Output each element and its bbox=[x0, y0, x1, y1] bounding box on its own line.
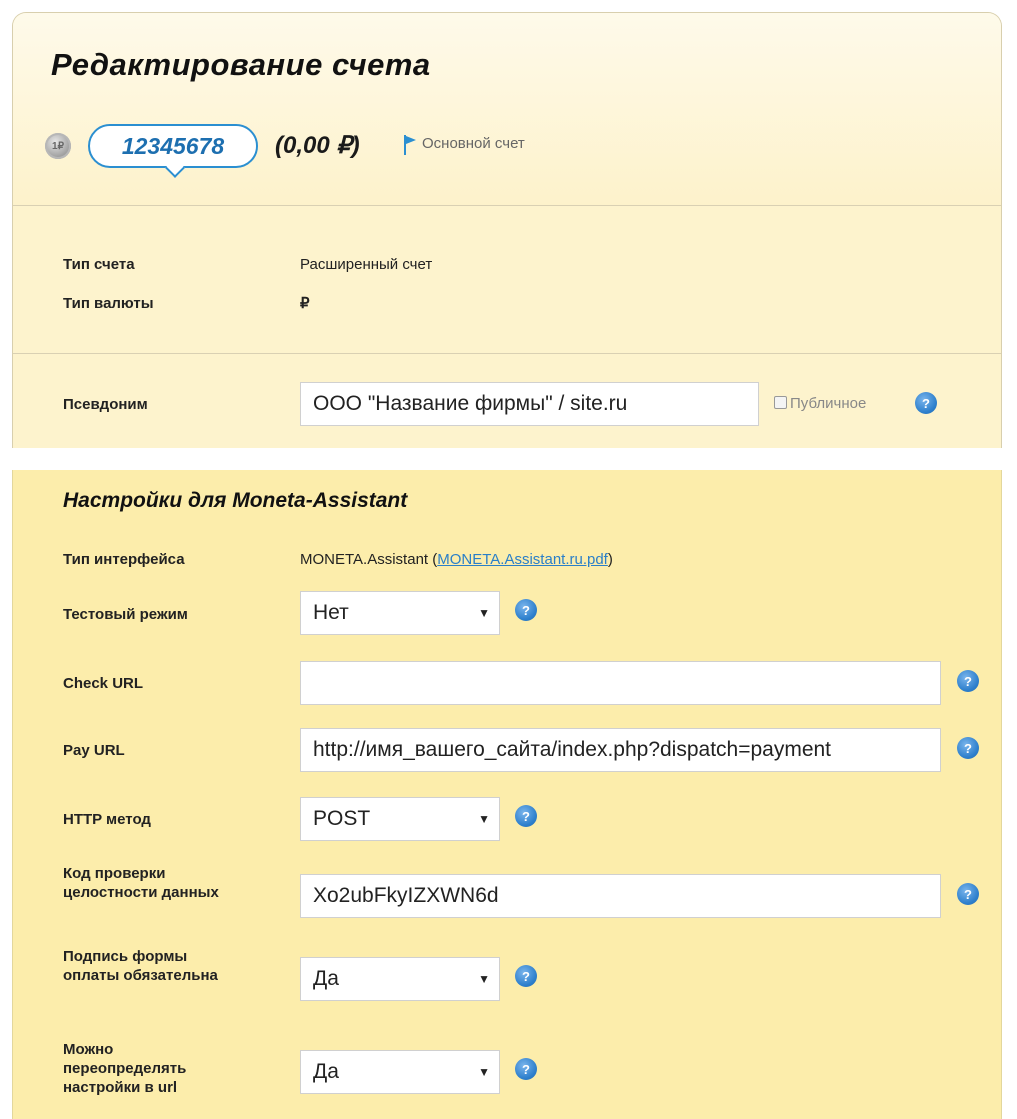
chevron-down-icon: ▼ bbox=[478, 812, 490, 826]
help-icon[interactable]: ? bbox=[957, 883, 979, 905]
interface-type-suffix: ) bbox=[607, 551, 613, 568]
integrity-code-label: Код проверки целостности данных bbox=[63, 865, 219, 901]
check-url-label: Check URL bbox=[63, 675, 144, 692]
public-checkbox[interactable] bbox=[774, 396, 787, 409]
coin-icon: 1₽ bbox=[45, 133, 71, 159]
test-mode-select[interactable] bbox=[300, 591, 500, 635]
account-type-label: Тип счета bbox=[63, 256, 135, 273]
interface-type-label: Тип интерфейса bbox=[63, 551, 185, 568]
panel-header bbox=[13, 13, 1001, 206]
account-number: 12345678 bbox=[121, 132, 225, 159]
interface-type-text: MONETA.Assistant ( bbox=[300, 551, 438, 568]
chevron-down-icon: ▼ bbox=[478, 1065, 490, 1079]
public-checkbox-label: Публичное bbox=[790, 395, 867, 412]
flag-icon bbox=[404, 135, 416, 155]
help-icon[interactable]: ? bbox=[957, 737, 979, 759]
currency-type-label: Тип валюты bbox=[63, 295, 154, 312]
test-mode-value: Нет bbox=[313, 601, 349, 624]
help-icon[interactable]: ? bbox=[515, 965, 537, 987]
interface-doc-link[interactable]: MONETA.Assistant.ru.pdf bbox=[437, 551, 608, 568]
chevron-down-icon: ▼ bbox=[478, 972, 490, 986]
main-account-label: Основной счет bbox=[422, 135, 525, 152]
account-edit-panel bbox=[12, 12, 1002, 448]
currency-type-value: ₽ bbox=[300, 295, 310, 312]
moneta-settings-panel bbox=[12, 470, 1002, 1119]
help-icon[interactable]: ? bbox=[515, 1058, 537, 1080]
chevron-down-icon: ▼ bbox=[478, 606, 490, 620]
divider bbox=[13, 353, 1001, 354]
url-override-select[interactable] bbox=[300, 1050, 500, 1094]
account-type-value: Расширенный счет bbox=[300, 256, 433, 273]
pay-url-label: Pay URL bbox=[63, 742, 125, 759]
interface-type-value bbox=[300, 551, 613, 568]
test-mode-label: Тестовый режим bbox=[63, 606, 188, 623]
section-title: Настройки для Moneta-Assistant bbox=[63, 489, 408, 512]
signature-required-label: Подпись формы оплаты обязательна bbox=[63, 948, 218, 984]
url-override-value: Да bbox=[313, 1060, 339, 1083]
page-title: Редактирование счета bbox=[51, 47, 431, 82]
alias-label: Псевдоним bbox=[63, 396, 148, 413]
http-method-value: POST bbox=[313, 807, 371, 830]
help-icon[interactable]: ? bbox=[515, 599, 537, 621]
alias-input[interactable]: ООО "Название фирмы" / site.ru bbox=[300, 382, 759, 426]
url-override-label: Можно переопределять настройки в url bbox=[63, 1041, 187, 1096]
account-number-bubble[interactable] bbox=[88, 124, 258, 168]
pay-url-input[interactable]: http://имя_вашего_сайта/index.php?dispatch=payment bbox=[300, 728, 941, 772]
signature-required-value: Да bbox=[313, 967, 339, 990]
http-method-select[interactable] bbox=[300, 797, 500, 841]
signature-required-select[interactable] bbox=[300, 957, 500, 1001]
integrity-code-input[interactable]: Xo2ubFkyIZXWN6d bbox=[300, 874, 941, 918]
check-url-input[interactable] bbox=[300, 661, 941, 705]
http-method-label: HTTP метод bbox=[63, 811, 151, 828]
help-icon[interactable]: ? bbox=[957, 670, 979, 692]
help-icon[interactable]: ? bbox=[515, 805, 537, 827]
account-balance: (0,00 ₽) bbox=[275, 132, 360, 159]
help-icon[interactable]: ? bbox=[915, 392, 937, 414]
